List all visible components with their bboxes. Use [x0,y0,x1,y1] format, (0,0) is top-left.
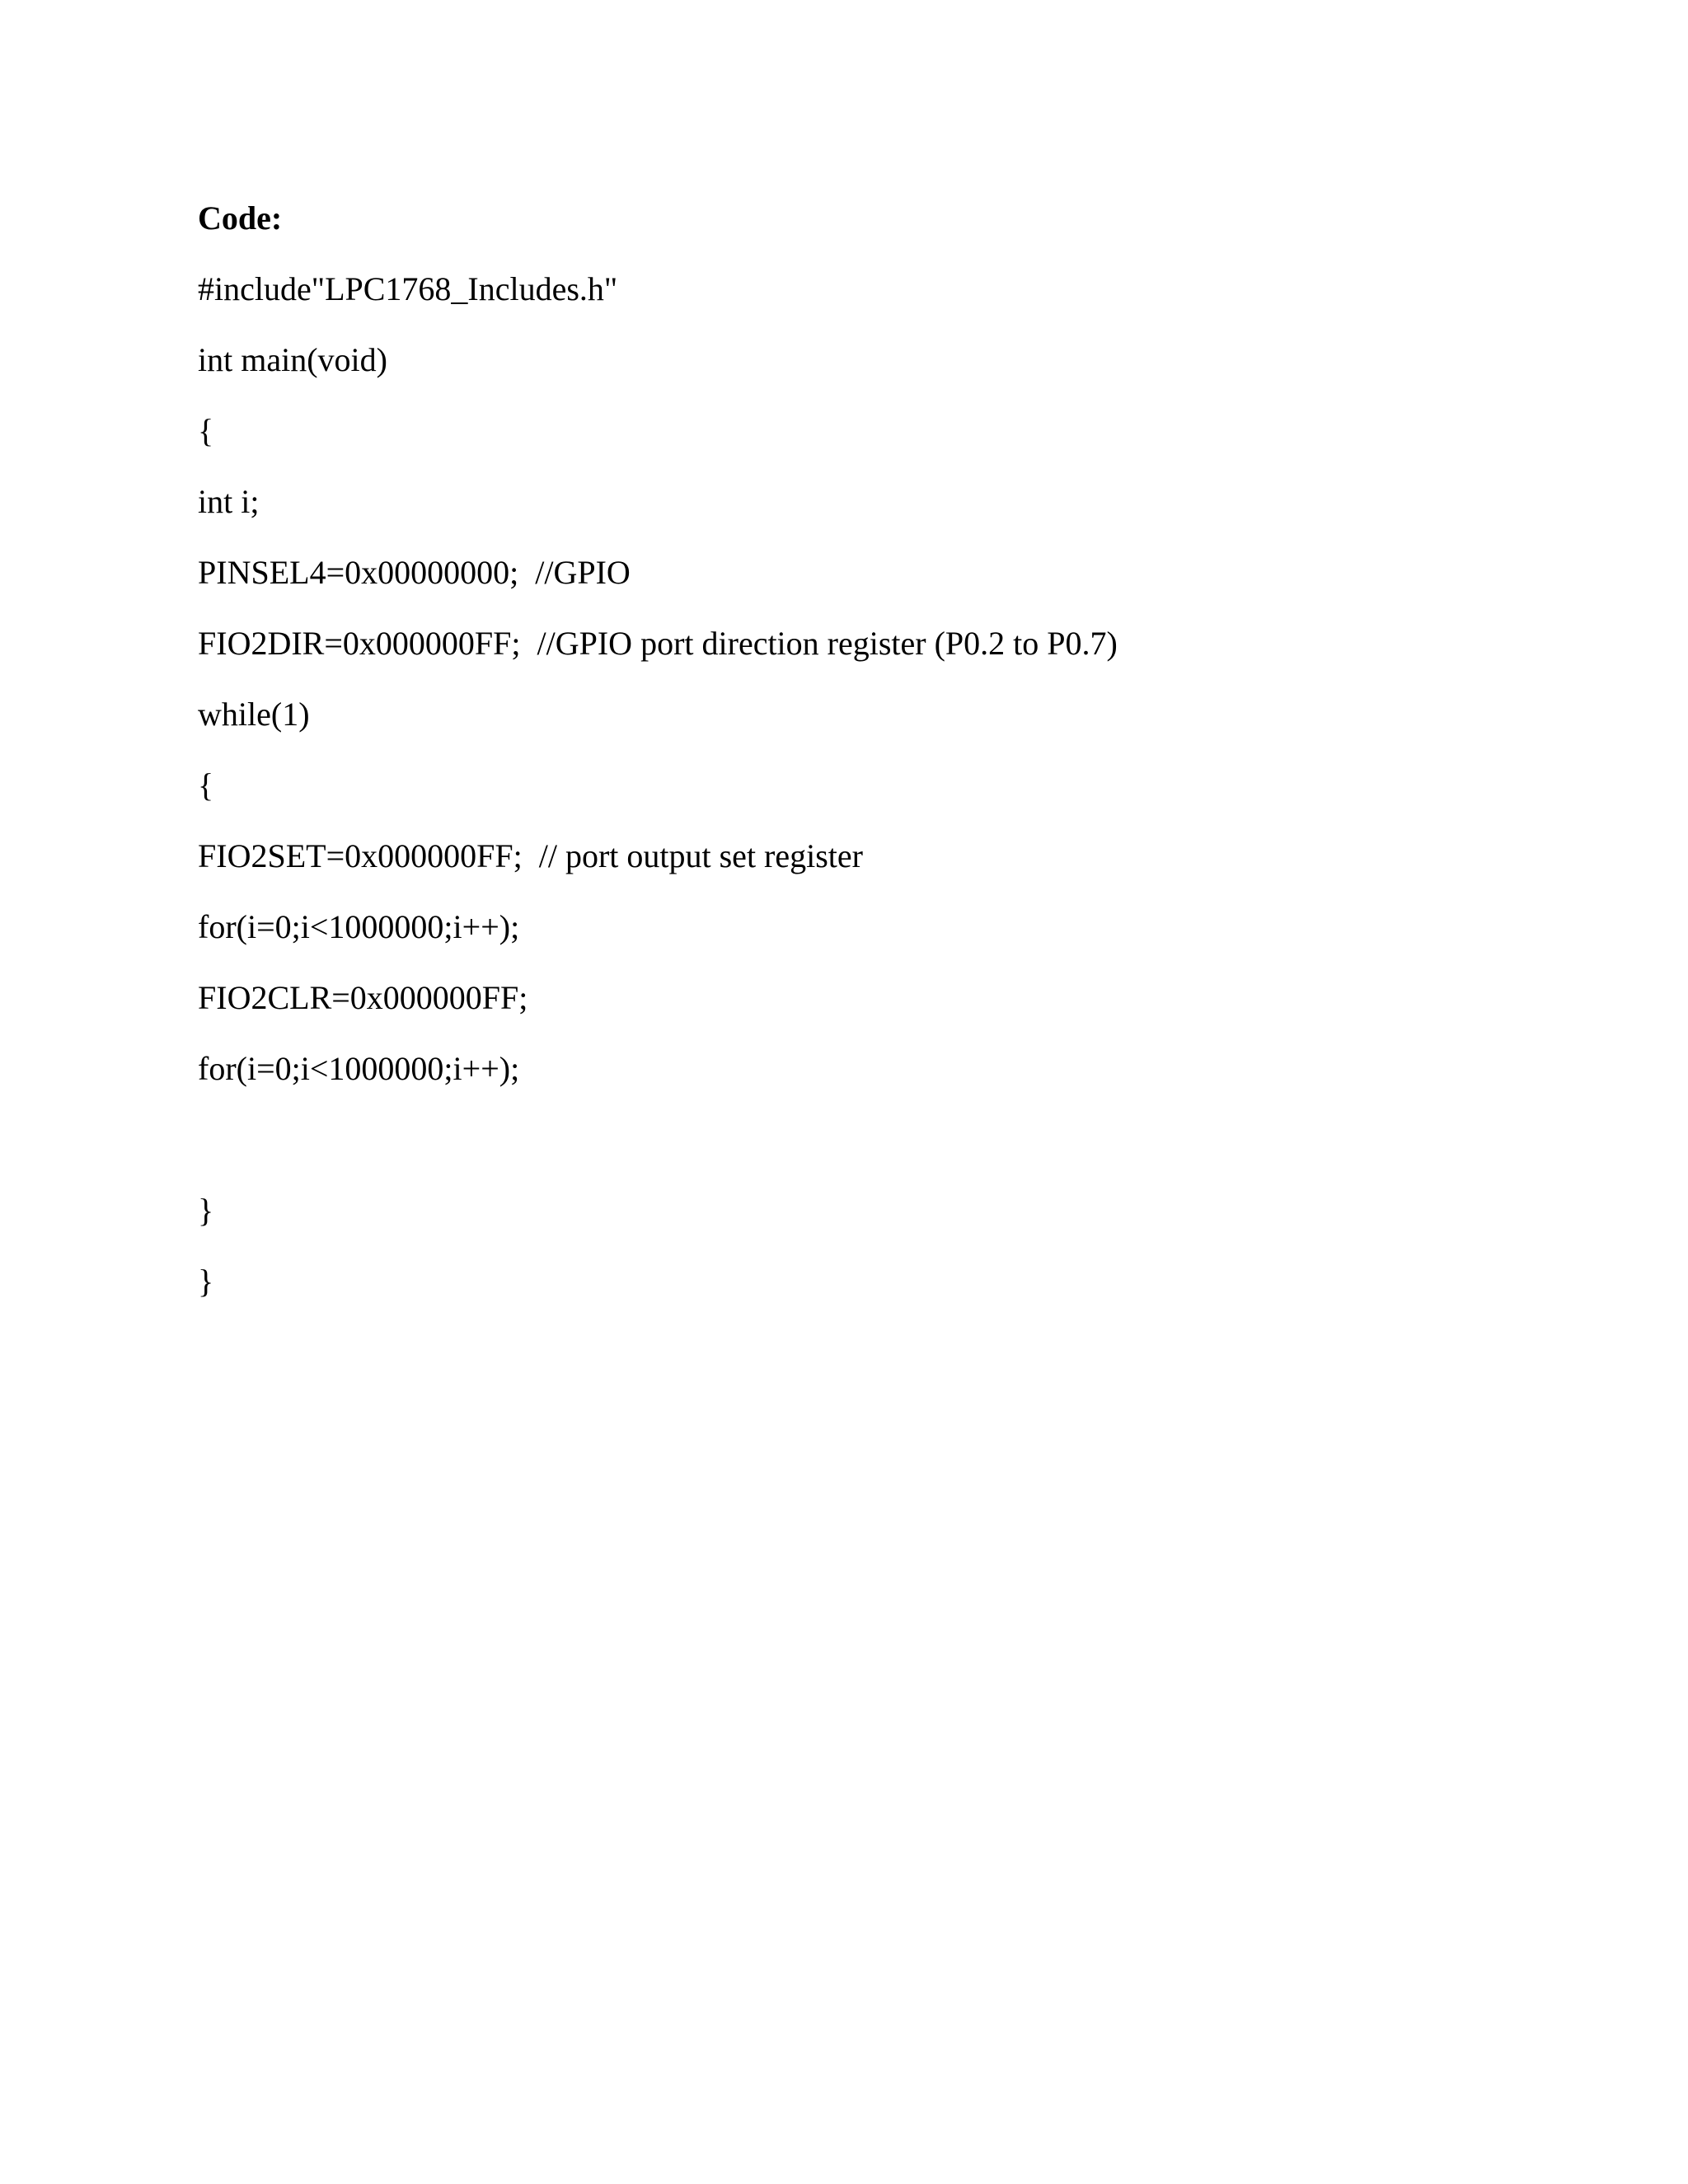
code-line-int-declaration: int i; [198,483,260,520]
code-heading: Code: [198,199,283,237]
code-line-main-signature: int main(void) [198,341,387,378]
code-line-fio2dir: FIO2DIR=0x000000FF; //GPIO port direction register (P0.2 to P0.7) [198,625,1118,662]
code-line-while: while(1) [198,696,310,733]
code-line-for-delay-1: for(i=0;i<1000000;i++); [198,908,520,945]
code-line-blank [198,1120,1118,1191]
code-line-close-brace-main: } [198,1263,214,1300]
code-line-include: #include"LPC1768_Includes.h" [198,270,618,307]
code-line-fio2clr: FIO2CLR=0x000000FF; [198,979,528,1016]
code-line-close-brace-while: } [198,1192,214,1229]
code-line-for-delay-2: for(i=0;i<1000000;i++); [198,1050,520,1087]
code-line-open-brace-main: { [198,412,214,449]
code-line-fio2set: FIO2SET=0x000000FF; // port output set register [198,837,863,874]
code-line-pinsel: PINSEL4=0x00000000; //GPIO [198,554,631,591]
code-line-open-brace-while: { [198,766,214,804]
code-block [198,269,1118,1333]
